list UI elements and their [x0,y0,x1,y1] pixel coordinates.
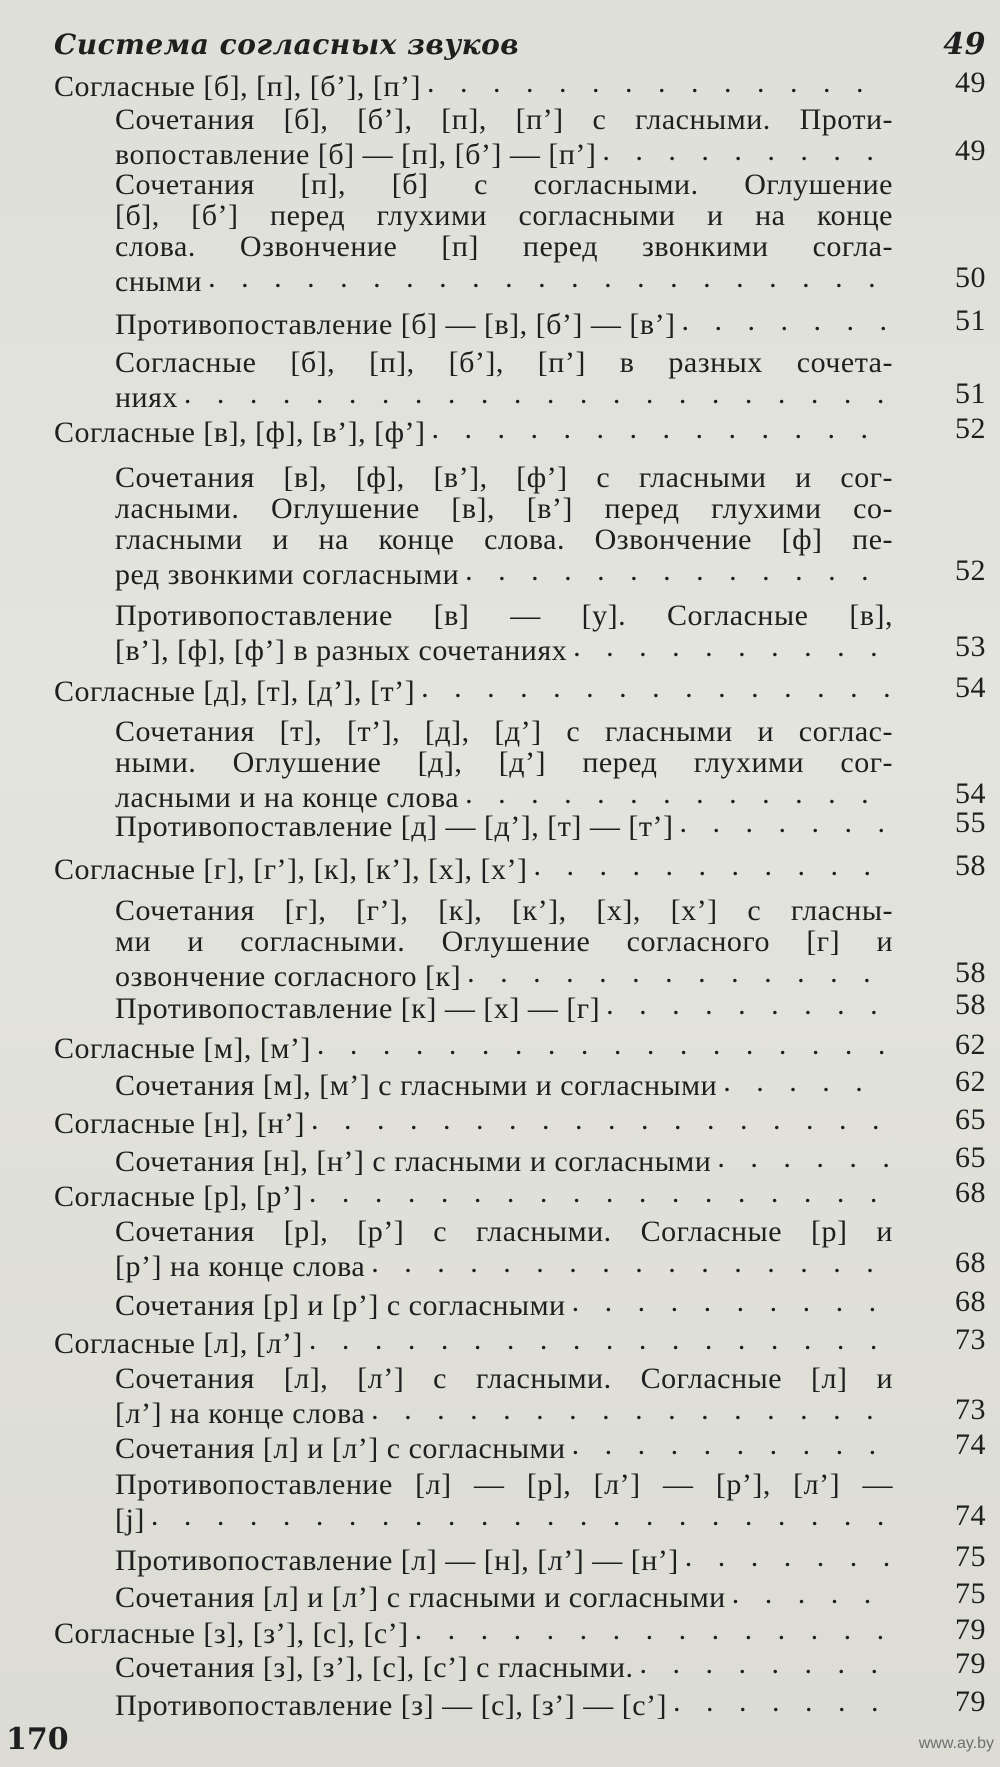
entry-text: Противопоставление [з] — [с], [з’] — [с’] [115,1689,668,1722]
dot-leader [528,849,889,879]
entry-text-line [115,894,893,927]
entry-text-line [54,28,893,61]
entry-text: Противопоставление [к] — [х] — [г] [115,992,601,1025]
entry-text-line [115,746,893,779]
entry-text: Сочетания [з], [з’], [с], [с’] с гласными. [115,1651,634,1684]
dot-leader [634,1647,889,1677]
dot-leader [421,66,889,96]
entry-text: Сочетания [г], [г’], [к], [к’], [х], [х’] с гласны- [115,894,893,927]
page-reference: 54 [955,777,986,810]
page-reference: 58 [955,988,986,1021]
entry-text-line [115,1393,893,1430]
entry-text: ред звонкими согласными [115,558,460,591]
dot-leader [415,671,889,701]
entry-text-line [115,1428,893,1465]
dot-leader [726,1577,889,1607]
entry-text-line [115,103,893,136]
entry-text-line [115,925,893,958]
page-reference: 74 [955,1428,986,1461]
entry-text-line [115,304,893,341]
entry-text-line [115,168,893,201]
entry-text-line [115,1577,893,1614]
entry-text-line [115,492,893,525]
dot-leader [567,630,889,660]
entry-text: Согласные [р], [р’] [54,1180,303,1213]
dot-leader [303,1176,889,1206]
entry-text: Сочетания [л] и [л’] с гласными и согласными [115,1581,726,1614]
page-reference: 52 [955,554,986,587]
entry-text: ласными. Оглушение [в], [в’] перед глухими со- [115,492,893,525]
entry-text: ными. Оглушение [д], [д’] перед глухими сог- [115,746,893,779]
entry-text-line [115,1468,893,1501]
entry-text-line [54,1103,893,1140]
entry-text-line [115,1685,893,1722]
entry-text: Согласные [н], [н’] [54,1107,305,1140]
entry-text: Противопоставление [л] — [р], [л’] — [р’], [л’] — [115,1468,893,1501]
entry-text: Согласные [г], [г’], [к], [к’], [х], [х’] [54,853,528,886]
entry-text-line [54,1028,893,1065]
dot-leader [711,1141,889,1171]
entry-text: ми и согласными. Оглушение согласного [г] и [115,925,893,958]
page-reference: 62 [955,1065,986,1098]
entry-text-line [115,461,893,494]
dot-leader [202,261,889,291]
entry-text: ласными и на конце слова [115,781,460,814]
page-reference: 65 [955,1141,986,1174]
page-number-folio: 170 [6,1722,69,1757]
entry-text: ниях [115,381,178,414]
entry-text: Сочетания [б], [б’], [п], [п’] с гласными. Проти- [115,103,893,136]
entry-text: Сочетания [л], [л’] с гласными. Согласные [л] и [115,1362,893,1395]
page-reference: 49 [955,134,986,167]
page-reference: 73 [955,1323,986,1356]
entry-text: [л’] на конце слова [115,1397,366,1430]
entry-text: Система согласных звуков [54,28,520,61]
entry-text-line [115,1141,893,1178]
dot-leader [459,554,889,584]
dot-leader [667,1685,889,1715]
entry-text-line [54,412,893,449]
entry-text-line [115,230,893,263]
page-reference: 50 [955,261,986,294]
dot-leader [566,1428,889,1458]
entry-text-line [115,346,893,379]
entry-text-line [115,1362,893,1395]
page-reference: 74 [955,1499,986,1532]
entry-text: сными [115,265,203,298]
entry-text: Сочетания [н], [н’] с гласными и согласными [115,1145,712,1178]
dot-leader [459,777,889,807]
entry-text-line [115,523,893,556]
page-reference: 73 [955,1393,986,1426]
dot-leader [365,1246,889,1276]
dot-leader [145,1499,889,1529]
page-reference: 51 [955,304,986,337]
entry-text-line [115,806,893,843]
entry-text-line [115,988,893,1025]
entry-text: Противопоставление [в] — [у]. Согласные [в], [115,599,893,632]
page-reference: 49 [955,66,986,99]
page-reference: 68 [955,1246,986,1279]
entry-text-line [115,1285,893,1322]
entry-text: Согласные [д], [т], [д’], [т’] [54,675,416,708]
entry-text: Сочетания [п], [б] с согласными. Оглушение [115,168,893,201]
page-reference: 55 [955,806,986,839]
entry-text: [j] [115,1503,145,1536]
dot-leader [461,956,889,986]
entry-text: слова. Озвончение [п] перед звонкими согла- [115,230,893,263]
entry-text: Согласные [м], [м’] [54,1032,311,1065]
dot-leader [365,1393,889,1423]
page-reference: 75 [955,1577,986,1610]
entry-text-line [54,1176,893,1213]
entry-text-line [115,377,893,414]
page-reference: 75 [955,1540,986,1573]
page-reference: 54 [955,671,986,704]
entry-text: Сочетания [т], [т’], [д], [д’] с гласными и соглас- [115,715,893,748]
entry-text: [р’] на конце слова [115,1250,366,1283]
entry-text-line [115,261,893,298]
page-reference: 58 [955,849,986,882]
dot-leader [600,988,889,1018]
page-reference: 51 [955,377,986,410]
entry-text-line [115,1215,893,1248]
entry-text-line [115,199,893,232]
entry-text-line [115,1647,893,1684]
entry-text: Сочетания [л] и [л’] с согласными [115,1432,566,1465]
page-reference: 65 [955,1103,986,1136]
page-reference: 49 [943,27,986,62]
entry-text-line [115,1499,893,1536]
entry-text: озвончение согласного [к] [115,960,462,993]
entry-text-line [115,1540,893,1577]
dot-leader [409,1613,889,1643]
entry-text-line [54,66,893,103]
dot-leader [596,134,889,164]
entry-text: Согласные [в], [ф], [в’], [ф’] [54,416,426,449]
page-reference: 79 [955,1647,986,1680]
entry-text-line [54,671,893,708]
entry-text: Сочетания [в], [ф], [в’], [ф’] с гласными и сог- [115,461,893,494]
entry-text: Согласные [б], [п], [б’], [п’] в разных сочета- [115,346,893,379]
dot-leader [305,1103,889,1133]
page-reference: 62 [955,1028,986,1061]
page-reference: 68 [955,1285,986,1318]
dot-leader [426,412,889,442]
entry-text: Сочетания [р], [р’] с гласными. Согласные [р] и [115,1215,893,1248]
entry-text-line [115,715,893,748]
entry-text: [б], [б’] перед глухими согласными и на конце [115,199,893,232]
entry-text: Сочетания [р] и [р’] с согласными [115,1289,566,1322]
dot-leader [679,1540,889,1570]
dot-leader [311,1028,889,1058]
entry-text-line [54,1323,893,1360]
page-reference: 53 [955,630,986,663]
dot-leader [566,1285,889,1315]
dot-leader [303,1323,889,1353]
watermark: www.ay.by [918,1735,994,1752]
entry-text-line [115,134,893,171]
page-reference: 58 [955,956,986,989]
entry-text: Согласные [з], [з’], [с], [с’] [54,1617,409,1650]
entry-text-line [115,1065,893,1102]
entry-text: вопоставление [б] — [п], [б’] — [п’] [115,138,597,171]
page-reference: 68 [955,1176,986,1209]
dot-leader [178,377,889,407]
page-reference: 79 [955,1685,986,1718]
entry-text-line [115,554,893,591]
entry-text-line [115,630,893,667]
page-reference: 52 [955,412,986,445]
entry-text-line [115,599,893,632]
entry-text: Согласные [л], [л’] [54,1327,303,1360]
entry-text: Сочетания [м], [м’] с гласными и согласными [115,1069,718,1102]
entry-text-line [54,1613,893,1650]
entry-text: [в’], [ф], [ф’] в разных сочетаниях [115,634,568,667]
entry-text-line [115,1246,893,1283]
entry-text-line [54,849,893,886]
entry-text: гласными и на конце слова. Озвончение [ф] пе- [115,523,893,556]
dot-leader [673,806,889,836]
dot-leader [676,304,889,334]
entry-text: Противопоставление [б] — [в], [б’] — [в’] [115,308,676,341]
entry-text: Противопоставление [л] — [н], [л’] — [н’] [115,1544,679,1577]
dot-leader [717,1065,889,1095]
entry-text: Противопоставление [д] — [д’], [т] — [т’] [115,810,674,843]
entry-text: Согласные [б], [п], [б’], [п’] [54,70,421,103]
page-reference: 79 [955,1613,986,1646]
